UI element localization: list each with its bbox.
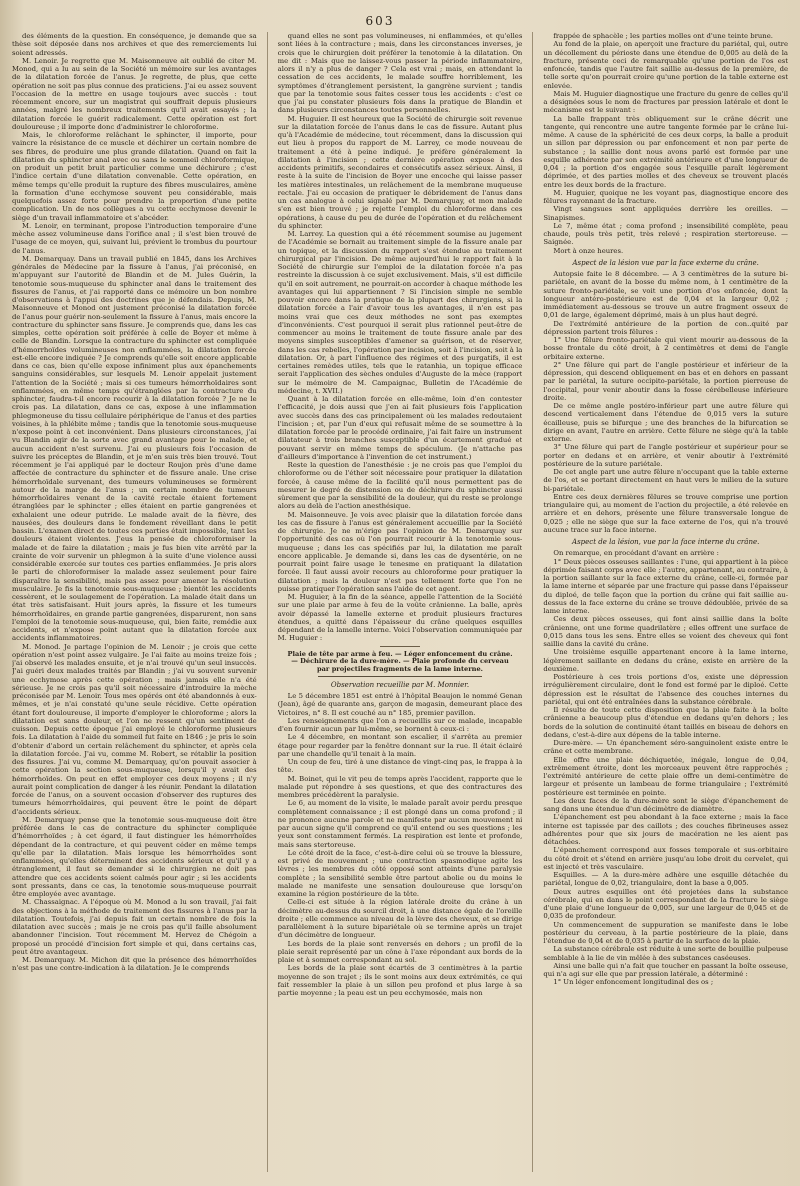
paragraph: Celle-ci est située à la région latérale droite du crâne à un décimètre au-dessus du sourcil droit, à une distance égale de l'oreille droite ; elle commence au niveau de la lèvre des cheveux, et se dirige parallèlement à la suture bipariétale où se termine après un trajet d'un décimètre de longueur. <box>277 898 523 940</box>
paragraph: Un coup de feu, tiré à une distance de vingt-cinq pas, le frappa à la tête. <box>277 758 523 775</box>
column-2 <box>278 32 523 1172</box>
paragraph: Quant à la dilatation forcée en elle-même, loin d'en contester l'efficacité, je dois aussi que j'en ai fait plusieurs fois l'application avec succès dans des cas principalement où les malades redoutaient l'incision ; et, par l'un d'eux qui refusait même de se soumettre à la dilatation forcée par le procédé ordinaire, j'ai fait faire un instrument dilatateur à trois branches susceptible d'un écartement gradué et pouvant servir en même temps de spéculum. (Je n'attache pas d'ailleurs d'importance à l'invention de cet instrument.) <box>277 395 523 461</box>
paragraph: M. Huguier. Il est heureux que la Société de chirurgie soit revenue sur la dilatation forcée de l'anus dans le cas de fissure. Autant plus qu'à l'Académie de médecine, tout récemment, dans la discussion qui eut lieu à propos du rapport de M. Larrey, ce mode nouveau de traitement a été à peine indiqué. Je préfère généralement la dilatation à l'incision ; cette dernière opération expose à des accidents primitifs, secondaires et consécutifs assez sérieux. Ainsi, il reste à la suite de l'incision de Boyer une encoche qui laisse passer les matières intestinales, un relâchement de la membrane muqueuse rectale. J'ai eu occasion de pratiquer le débridement de l'anus dans un cas analogue à celui signalé par M. Demarquay, et mon malade s'en est bien trouvé ; je rejette l'emploi du chloroforme dans ces opérations, à cause du peu de durée de l'opération et du relâchement du sphincter. <box>277 114 523 230</box>
paragraph: Les deux faces de la dure-mère sont le siège d'épanchement de sang dans une étendue d'un décimètre de diamètre. <box>543 796 789 813</box>
columns <box>12 32 788 1172</box>
paragraph: Postérieure à ces trois portions d'os, existe une dépression irrégulièrement circulaire, dont le fond est formé par le diploé. Cette dépression est le résultat de l'absence des couches internes du pariétal, qui ont été entraînées dans la substance cérébrale. <box>543 673 789 706</box>
page-number: 603 <box>365 14 395 28</box>
paragraph: L'épanchement correspond aux fosses temporale et sus-orbitaire du côté droit et s'étend en arrière jusqu'au lobe droit du cervelet, qui est injecté et très vasculaire. <box>543 846 789 871</box>
column-2-observation <box>278 692 523 997</box>
paragraph: M. Chassaignac. A l'époque où M. Monod a lu son travail, j'ai fait des objections à la méthode de traitement des fissures à l'anus par la dilatation. Toutefois, j'ai depuis fait un certain nombre de fois la dilatation avec succès ; mais je ne crois pas qu'il faille absolument abandonner l'incision. Tout récemment M. Hervez de Chégoin a proposé un procédé d'incision fort simple et qui, dans certains cas, peut être avantageux. <box>12 898 257 956</box>
section-heading-external: Aspect de la lésion vue par la face externe du crâne. <box>572 258 759 267</box>
paragraph: 1° Une fêlure fronto-pariétale qui vient mourir au-dessous de la bosse frontale du côté droit, à 2 centimètres et demi de l'angle orbitaire externe. <box>543 336 789 361</box>
paragraph: M. Demarquay. M. Michon dit que la présence des hémorrhoïdes n'est pas une contre-indication à la dilatation. Je le comprends <box>12 956 257 973</box>
paragraph: Ces deux pièces osseuses, qui font ainsi saillie dans la boîte crânienne, ont une forme quadrilatère ; elles offrent une surface de 0,015 dans tous les sens. Entre elles se voient des cheveux qui font saillie dans la cavité du crâne. <box>543 615 789 648</box>
paragraph: De l'extrémité antérieure de la portion de con..quité par dépression partent trois fêlures : <box>543 319 789 336</box>
paragraph: M. Maisonneuve. Je vois avec plaisir que la dilatation forcée dans les cas de fissure à l'anus est généralement accueillie par la Société de chirurgie. Je ne m'érige pas l'opinion de M. Demarquay sur l'opportunité des cas où l'on pourrait recourir à la tenotomie sous-muqueuse ; dans les cas spécifiés par lui, la dilatation me paraît encore applicable. Je demande si, dans les cas de dysentérie, on ne pourrait point faire usage le tenesme en pratiquant la dilatation forcée. Il faut aussi avoir recours au chloroforme pour pratiquer la dilatation ; mais la douleur n'est pas tellement forte que l'on ne puisse pratiquer l'opération sans l'aide de cet agent. <box>277 510 523 593</box>
column-3-autopsy <box>543 270 788 534</box>
paragraph: M. Lenoir. Je regrette que M. Maisonneuve ait oublié de citer M. Monod, qui a lu au sein de la Société un mémoire sur les avantages de la dilatation forcée de l'anus. Je regrette, de plus, que cette opération ne soit pas plus connue des praticiens. J'ai eu assez souvent l'occasion de la mettre en usage toujours avec succès : tout récemment encore, sur un magistrat qui souffrait depuis plusieurs années, malgré les nombreux traitements qu'il avait essayés ; la dilatation forcée le guérit radicalement. Cette opération est fort douloureuse ; il importe donc d'administrer le chloroforme. <box>12 56 257 131</box>
paragraph: M. Huguier, quoique ne les voyant pas, diagnostique encore des fêlures rayonnant de la fracture. <box>543 188 789 205</box>
paragraph: Les renseignements que l'on a recueillis sur ce malade, incapable d'en fournir aucun par lui-même, se bornent à ceux-ci : <box>277 716 523 734</box>
paragraph: Ainsi une balle qui n'a fait que toucher en passant la boîte osseuse, qui n'a agi sur elle que par pression latérale, a déterminé : <box>543 961 789 978</box>
paragraph: Vingt sangsues sont appliquées derrière les oreilles. — Sinapismes. <box>543 205 789 222</box>
paragraph: Une troisième esquille appartenant encore à la lame interne, légèrement saillante en dedans du crâne, existe en arrière de la deuxième. <box>543 648 789 673</box>
paragraph: M. Huguier, à la fin de la séance, appelle l'attention de la Société sur une plaie par arme à feu de la voûte crânienne. La balle, après avoir dépassé la lamelle externe et produit plusieurs fractures étendues, a quitté dans l'épaisseur du crâne quelques esquilles dépendant de la lamelle interne. Voici l'observation communiquée par M. Huguier : <box>277 593 523 643</box>
observation-heading: Observation recueillie par M. Monnier. <box>330 680 470 689</box>
paragraph: M. Boinet, qui le vit peu de temps après l'accident, rapporte que le malade put répondre à ses questions, et que des contractures des membres précédèrent la paralysie. <box>277 774 523 800</box>
case-caption: Plaie de tête par arme à feu. — Léger enfoncement du crâne. — Déchirure de la dure-mère. — Plaie profonde du cerveau par projectiles fragments de la lame interne. <box>287 649 513 674</box>
column-2-discussion <box>278 32 523 643</box>
paragraph: L'épanchement est peu abondant à la face externe ; mais la face interne est tapissée par des caillots ; des couches fibrineuses assez adhérentes pour que six jours de macération ne les aient pas détachées. <box>543 813 789 846</box>
paragraph: M. Monod. Je partage l'opinion de M. Lenoir ; je crois que cette opération n'est point assez vulgaire. Je l'ai faite au moins treize fois ; j'ai observé les malades ensuite, et je n'ai trouvé qu'un seul insuccès. J'ai guéri deux malades traités par Blandin ; j'ai vu souvent survenir une ecchymose après cette opération ; mais jamais elle n'a été sérieuse. Je ne crois pas qu'il soit nécessaire d'introduire la mèche préconisée par M. Lenoir. Tous mes opérés ont été abandonnés à eux-mêmes, et je n'ai constaté qu'une seule récidive. Cette opération étant fort douloureuse, il importe d'employer le chloroforme ; alors la dilatation est sans douleur, et l'on ne ressent qu'un sentiment de cuisson. Depuis cette époque j'ai employé le chloroforme plusieurs fois. La dilatation à l'aide du sommeil fut faite en 1846 ; je pris le soin d'obtenir d'abord un certain relâchement du sphincter, et après cela la dilatation forcée. J'ai vu, comme M. Robert, se rétablir la position des fissures. J'ai vu, comme M. Demarquay, qu'on pouvait associer à cette opération la section sous-muqueuse, lorsqu'il y avait des hémorrhoïdes. On peut en effet employer ces deux moyens ; il n'y aurait point complication de danger à les réunir. Pendant la dilatation forcée de l'anus, on a souvent occasion d'observer des ruptures des tumeurs hémorrhoïdaires, qui peuvent être le point de départ d'accidents sérieux. <box>12 642 257 816</box>
paragraph: Entre ces deux dernières fêlures se trouve comprise une portion triangulaire qui, au moment de l'action du projectile, a été relevée en arrière et en dehors, présente une fêlure transversale longue de 0,025 ; elle ne siège que sur la face externe de l'os, qui n'a trouvé aucune trace sur la face interne. <box>543 492 789 534</box>
paragraph: 1° Un léger enfoncement longitudinal des os ; <box>553 978 714 987</box>
paragraph: des éléments de la question. En conséquence, je demande que sa thèse soit déposée dans nos archives et que des remerciements lui soient adressés. <box>12 32 257 57</box>
paragraph: Dure-mère. — Un épanchement séro-sanguinolent existe entre le crâne et cette membrane. <box>543 739 789 756</box>
paragraph: Il résulte de toute cette disposition que la plaie faite à la boîte crânienne a beaucoup plus d'étendue en dedans qu'en dehors ; les bords de la solution de continuité étant taillés en biseau de dehors en dedans, c'est-à-dire aux dépens de la table interne. <box>543 706 789 739</box>
paragraph: quand elles ne sont pas volumineuses, ni enflammées, et qu'elles sont liées à la contracture ; mais, dans les circonstances inverses, je crois que le chirurgien doit préférer la tenotomie à la dilatation. On me dit : Mais que ne laissez-vous passer la période inflammatoire, alors il n'y a plus de danger ? Cela est vrai ; mais, en attendant la cessation de ces accidents, le malade souffre horriblement, les symptômes d'étranglement persistent, la gangrène survient ; tandis que par la tenotomie sous faites cesser tous les accidents : c'est ce que j'ai pu constater plusieurs fois dans la pratique de Blandin et dans plusieurs circonstances toutes personnelles. <box>277 32 523 115</box>
paragraph: La balle frappant très obliquement sur le crâne décrit une tangente, qui rencontre une autre tangente formée par le crâne lui-même. A cause de la sphéricité de ces deux corps, la balle a produit un sillon par dépression ou par enfoncement et non par perte de substance ; la saillie dont nous avons parlé est formée par une esquille adhérente par son extrémité antérieure et d'une longueur de 0,04 ; la portion d'os engagée sous l'esquille paraît légèrement déprimée, et des parties molles et des cheveux se trouvent placés entre les deux bords de la fracture. <box>543 114 789 189</box>
section-rule <box>380 646 420 647</box>
paragraph: 3° Une fêlure qui part de l'angle postérieur et supérieur pour se porter en dedans et en arrière, et venir aboutir à l'extrémité postérieure de la suture pariétale. <box>543 443 789 468</box>
paragraph: Le côté droit de la face, c'est-à-dire celui où se trouve la blessure, est privé de mouvement ; une contraction spasmodique agite les lèvres ; les membres du côté opposé sont atteints d'une paralysie complète ; la sensibilité semble être partout abolie ou du moins le malade ne manifeste une sensation douloureuse que lorsqu'on examine la région postérieure de la tête. <box>277 848 523 899</box>
paragraph: M. Demarquay. Dans un travail publié en 1845, dans les Archives générales de Médecine par la fissure à l'anus, j'ai préconisé, en m'appuyant sur l'autorité de Blandin et de M. Jules Guérin, la tenotomie sous-muqueuse du sphincter anal dans le traitement des fissures de l'anus, et j'ai rapporté dans ce mémoire un bon nombre d'observations à l'appui des doctrines que je défendais. Depuis, M. Maisonneuve et Monod ont justement préconisé la dilatation forcée de l'anus pour guérir non-seulement la fissure à l'anus, mais encore la contracture du sphincter sans fissure. Je comprends que, dans les cas simples, cette opération soit préférée à celle de Boyer et même à celle de Blandin. Lorsque la contracture du sphincter est compliquée d'hémorrhoïdes volumineuses non enflammées, la dilatation forcée est-elle encore indiquée ? Je comprends qu'elle soit encore applicable dans ce cas, bien qu'elle expose infiniment plus aux épanchements sanguins considérables, sur lesquels M. Lenoir appelait justement l'attention de la Société ; mais si ces tumeurs hémorrhoïdaires sont enflammées, en même temps qu'étranglées par la contracture du sphincter, faudra-t-il encore recourir à la dilatation forcée ? Je ne le crois pas. La dilatation, dans ce cas, expose à une inflammation phlegmoneuse du tissu cellulaire périphérique de l'anus et des parties voisines, à la phlébite même ; tandis que la tenotomie sous-muqueuse n'expose point à cet inconvénient. Dans plusieurs circonstances, j'ai vu Blandin agir de la sorte avec grand avantage pour le malade, et aucun accident n'est survenu. J'ai eu plusieurs fois l'occasion de suivre les préceptes de Blandin, et je m'en suis très bien trouvé. Tout récemment je l'ai appliqué par le docteur Roujon près d'une dame affectée de contracture du sphincter et de fissure anale. Une crise hémorrhoïdale survenant, des tumeurs volumineuses se formèrent autour de la marge de l'anus ; un certain nombre de tumeurs hémorrhoïdaires venant de la cavité rectale étaient fortement étranglées par le sphincter ; elles étaient en partie gangrenées et exhalaient une odeur putride. Le malade avait de la fièvre, des nausées, des douleurs dans le fondement réveillant dans le petit bassin. L'examen direct de toutes ces parties était impossible, tant les douleurs étaient violentes. J'eus la pensée de chloroformiser la malade et de faire la dilatation ; mais je fus bien vite arrêté par la crainte de voir survenir un phlegmon à la suite d'une violence aussi considérable exercée sur toutes ces parties enflammées. Je pris alors le parti de chloroformiser la malade assez seulement pour faire disparaître la sensibilité, mais pas assez pour amener la résolution musculaire. Je fis la tenotomie sous-muqueuse ; bientôt les accidents cessèrent, et le soulagement de l'opération. La malade était dans un état très satisfaisant. Huit jours après, la fissure et les tumeurs hémorrhoïdaires, en grande partie gangrenées, disparurent, non sans l'emploi de la tenotomie sous-muqueuse, qui, bien faite, remédie aux accidents, et n'expose point autant que la dilatation forcée aux accidents inflammatoires. <box>12 254 257 643</box>
paragraph: M. Demarquay pense que la tenotomie sous-muqueuse doit être préférée dans le cas de contracture du sphincter compliquée d'hémorrhoïdes ; à cet égard, il faut distinguer les hémorrhoïdes dépendant de la contracture, et qui peuvent céder en même temps qu'elle par la dilatation. Mais lorsque les hémorrhoïdes sont enflammées, qu'elles déterminent des accidents sérieux et qu'il y a étranglement, il faut se demander si le chirurgien ne doit pas attendre que ces accidents soient calmés pour agir ; si les accidents sont pressants, dans ce cas, la tenotomie sous-muqueuse pourrait être employée avec avantage. <box>12 815 257 898</box>
caption-rule <box>318 676 483 677</box>
paragraph: De cet angle part une autre fêlure n'occupant que la table externe de l'os, et se portant directement en haut vers le milieu de la suture bi-pariétale. <box>543 468 789 493</box>
paragraph: Le 5 décembre 1851 est entré à l'hôpital Beaujon le nommé Genan (Jean), âgé de quarante ans, garçon de magasin, demeurant place des Victoires, n° 8. Il est couché au n° 185, premier pavillon. <box>277 692 523 717</box>
column-3-clinical <box>543 32 788 255</box>
column-rule <box>267 32 268 1172</box>
paragraph: Les bords de la plaie sont renversés en dehors ; un profil de la plaie serait représenté par un cône à l'axe répondant aux bords de la plaie et à sommet correspondant au sol. <box>277 939 523 965</box>
paragraph: On remarque, en procédant d'avant en arrière : <box>553 549 719 558</box>
paragraph: Mais M. Huguier diagnostique une fracture du genre de celles qu'il a désignées sous le nom de fractures par pression latérale et dont le mécanisme est le suivant : <box>543 89 789 115</box>
paragraph: Le 7, même état ; coma profond ; insensibilité complète, peau chaude, pouls très petit, très relevé ; respiration stertoreuse. — Saignée. <box>543 221 789 247</box>
paragraph: Deux autres esquilles ont été projetées dans la substance cérébrale, qui en dans le point correspondant de la fracture le siège d'une plaie d'une longueur de 0,005, sur une largeur de 0,045 et de 0,035 de profondeur. <box>543 887 789 921</box>
paragraph: Elle offre une plaie déchiquetée, inégale, longue de 0,04, extrêmement étroite, dont les morceaux peuvent être rapprochés ; l'extrémité antérieure de cette plaie offre un demi-centimètre de largeur et présente un lambeau de forme triangulaire ; l'extrémité postérieure est terminée en pointe. <box>543 755 789 797</box>
paragraph: De ce même angle postéro-inférieur part une autre fêlure qui descend verticalement dans l'étendue de 0,015 vers la suture écailleuse, puis se bifurque ; une des branches de la bifurcation se dirige en avant, l'autre en arrière. Cette fêlure ne siège qu'à la table externe. <box>543 402 789 443</box>
paragraph: Au fond de la plaie, on aperçoit une fracture du pariétal, qui, outre un décollement du périoste dans une étendue de 0,005 au delà de la fracture, présente ceci de remarquable qu'une portion de l'os est enfoncée, tandis que l'autre fait saillie au-dessus de la première, de telle sorte qu'on pourrait croire qu'une portion de la table externe est enlevée. <box>543 40 789 90</box>
paragraph: M. Larrey. La question qui a été récemment soumise au jugement de l'Académie se bornait au traitement simple de la fissure anale par un topique, et la discussion du rapport s'est étendue au traitement chirurgical par l'incision. De même aujourd'hui le rapport fait à la Société de chirurgie sur l'emploi de la dilatation forcée n'a pas restreinte la discussion à ce sujet exclusivement. Mais, s'il est difficile qu'il en soit autrement, ne pourrait-on accorder à chaque méthode les avantages qui lui appartiennent ? Si l'incision simple ne semble pouvoir encore dans la pratique de la plupart des chirurgiens, si la dilatation forcée a l'air d'avoir tous les avantages, il n'en est pas moins vrai que ces deux méthodes ne sont pas exemptes d'inconvénients. C'est pourquoi il serait plus rationnel peut-être de commencer au moins le traitement de toute fissure anale par des moyens simples susceptibles d'amener sa guérison, et de réserver, dans les cas rebelles, l'opération par incision, soit à l'incision, soit à la dilatation. Or, à part l'influence des régimes et des purgatifs, il est certaines remèdes utiles, tels que le ratanhia, un topique efficace serait l'application des sèches ondules d'Auguste de la mèce (rapport sur le mémoire de M. Campaignac, Bulletin de l'Académie de médecine, t. XVII.) <box>277 230 523 395</box>
paragraph: Les bords de la plaie sont écartés de 3 centimètres à la partie moyenne de son trajet ; ils le sont moins aux deux extrémités, ce qui fait ressembler la plaie à un sillon peu profond et plus large à sa partie moyenne ; la peau est un peu ecchymosée, mais non <box>277 964 523 998</box>
column-3 <box>543 32 788 1172</box>
paragraph: frappée de sphacèle ; les parties molles ont d'une teinte brune. <box>553 32 773 40</box>
column-rule <box>532 32 533 1172</box>
paragraph: La substance cérébrale est réduite à une sorte de bouillie pulpeuse semblable à la lie de vin mêlée à des substances caséeuses. <box>543 945 789 962</box>
paragraph: Mort à onze heures. <box>553 246 624 255</box>
paragraph: Un commencement de suppuration se manifeste dans le lobe postérieur du cerveau, à la partie postérieure de la plaie, dans l'étendue de 0,04 et de 0,035 à partir de la surface de la plaie. <box>543 920 789 945</box>
paragraph: Autopsie faite le 8 décembre. — A 3 centimètres de la suture bi-pariétale, en avant de la bosse du même nom, à 1 centimètre de la suture fronto-pariétale, se voit une portion d'os enfoncée, dont la longueur antéro-postérieure est de 0,04 et la largeur 0,02 ; immédiatement au-dessous se trouve un autre fragment osseux de 0,01 de large, également déprimé, mais à un plus haut degré. <box>543 270 789 320</box>
column-1 <box>12 32 257 1172</box>
paragraph: Reste la question de l'anesthésie : je ne crois pas que l'emploi du chloroforme ou de l'éther soit nécessaire pour pratiquer la dilatation forcée, à cause même de la facilité qu'il nous permettent pas de mesurer le degré de distension ou de déchirure du sphincter aussi sûrement que par la sensibilité de la douleur, qui du reste se prolonge alors au delà de l'action anesthésique. <box>277 461 523 511</box>
paragraph: Mais, le chloroforme relâchant le sphincter, il importe, pour vaincre la résistance de ce muscle et déchirer un certain nombre de ses fibres, de produire une plus grande dilatation. Quand on fait la dilatation du sphincter anal avec ou sans le sommeil chloroformique, on produit un petit bruit particulier comme une déchirure ; c'est l'indice certain d'une dilatation convenable. Cette opération, en même temps qu'elle produit la rupture des fibres musculaires, amène la formation d'une ecchymose souvent peu considérable, mais quelquefois assez forte pour prendre la proportion d'une petite complication. Un de nos collègues a vu cette ecchymose devenir le siège d'un travail inflammatoire et s'abcéder. <box>12 131 257 222</box>
paragraph: Le 6, au moment de la visite, le malade paraît avoir perdu presque complètement connaissance ; il est plongé dans un coma profond ; il ne prononce aucune parole et ne manifeste par aucun mouvement ni par aucun signe qu'il comprend ce qu'il entend ou ses questions ; les yeux sont constamment fermés. La respiration est lente et profonde, mais sans stertoreuse. <box>277 799 523 849</box>
paragraph: Le 4 décembre, en montant son escalier, il s'arrêta au premier étage pour regarder par la fenêtre donnant sur la rue. Il était éclairé par une chandelle qu'il tenait à la main. <box>277 733 523 758</box>
paragraph: 1° Deux pièces osseuses saillantes : l'une, qui appartient à la pièce déprimée faisant corps avec elle ; l'autre, appartenant, au contraire, à la portion saillante sur la face externe du crâne, celle-ci, formée par la lame interne et séparée par une fracture qui passe dans l'épaisseur du diploé, de telle façon que la portion du crâne qui fait saillie au-dessus de la face externe du crâne se trouve dédoublée, privée de sa lame interne. <box>543 557 789 615</box>
paragraph: 2° Une fêlure qui part de l'angle postérieur et inférieur de la dépression, qui descend obliquement en bas et en dehors en passant par le pariétal, la suture occipito-pariétale, la portion pierreuse de l'occipital, pour venir aboutir dans la fosse cérébelleuse inférieure droite. <box>543 360 789 402</box>
section-heading-internal: Aspect de la lésion, vue par la face interne du crâne. <box>572 538 760 546</box>
column-3-internal <box>543 549 788 986</box>
paragraph: M. Lenoir, en terminant, propose l'introduction temporaire d'une mèche assez volumineuse dans l'orifice anal ; il s'est bien trouvé de l'usage de ce moyen, qui, suivant lui, prévient le trombus du pourtour de l'anus. <box>12 221 257 255</box>
paragraph: Esquilles. — A la dure-mère adhère une esquille détachée du pariétal, longue de 0,02, triangulaire, dont la base a 0,005. <box>543 871 789 888</box>
